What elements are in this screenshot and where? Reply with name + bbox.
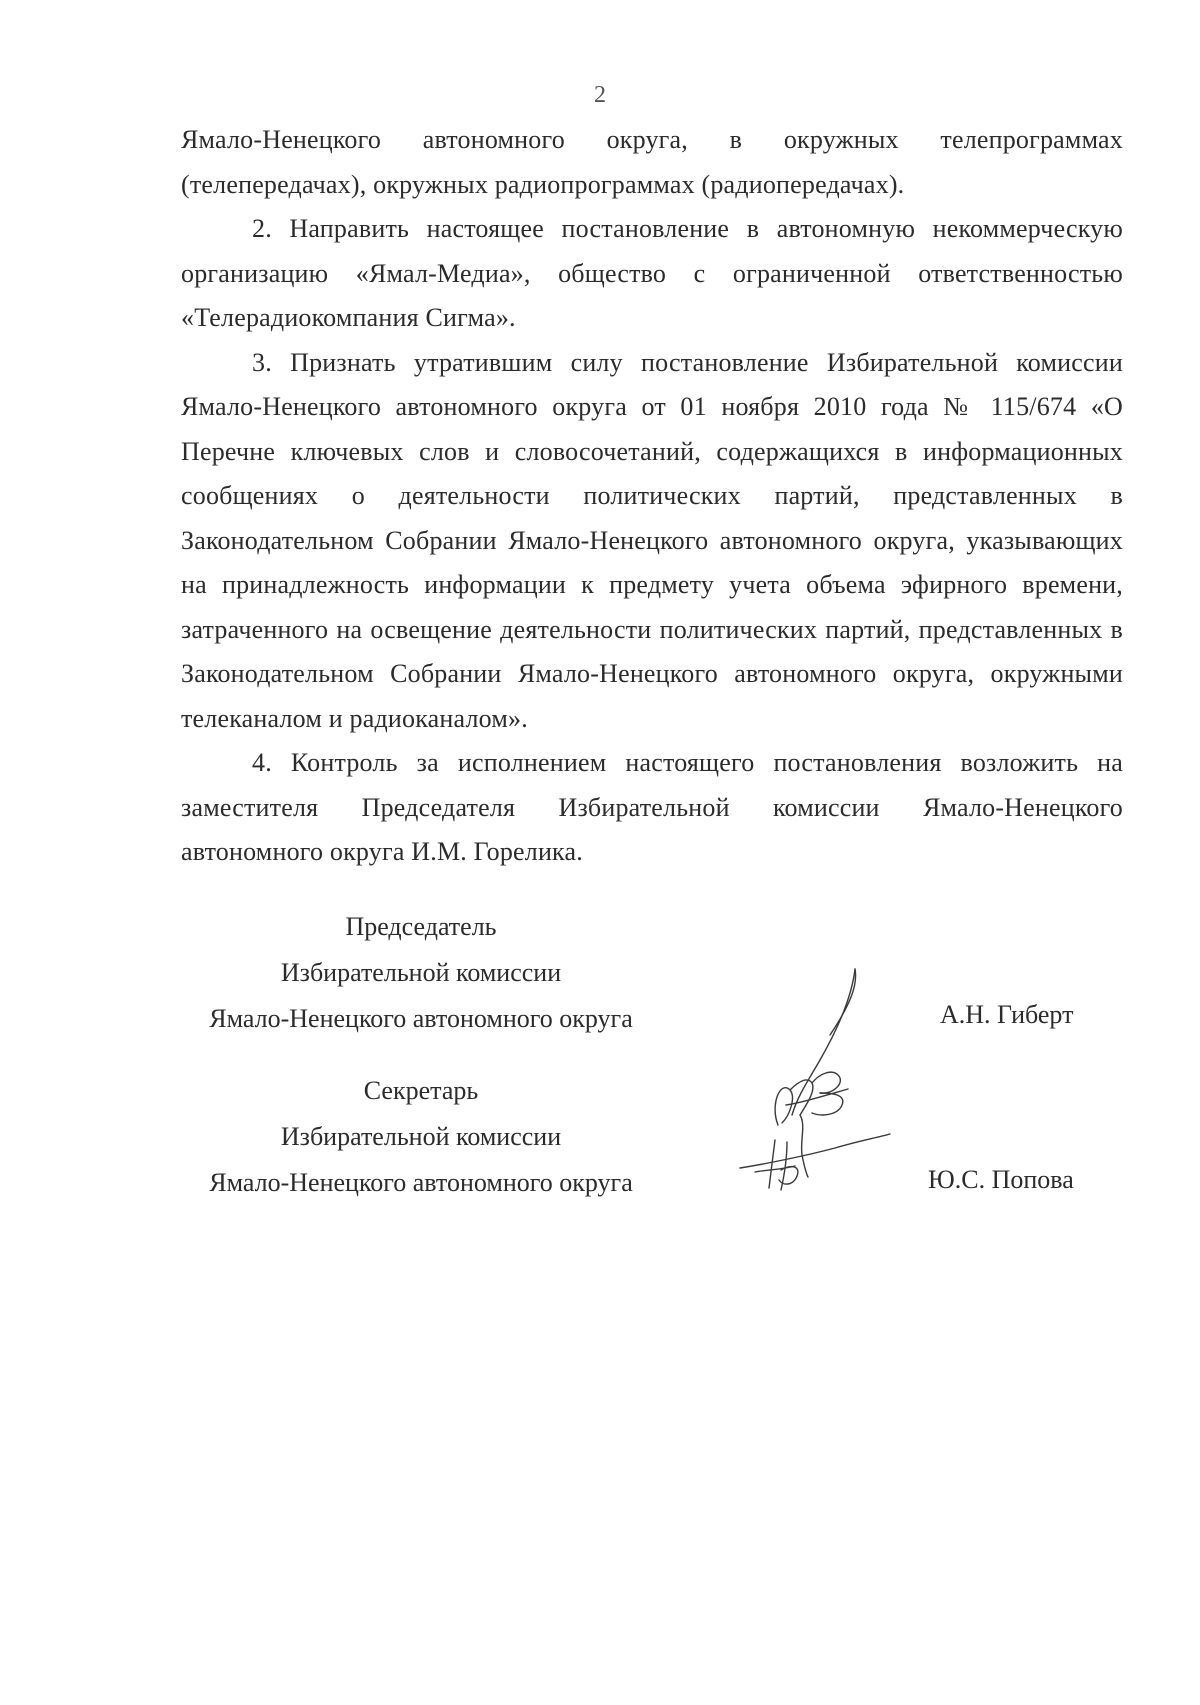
chairman-name: А.Н. Гиберт xyxy=(940,1000,1074,1029)
chairman-region: Ямало-Ненецкого автономного округа xyxy=(209,1004,633,1033)
secretary-signature xyxy=(735,1120,895,1200)
paragraph-continuation: Ямало-Ненецкого автономного округа, в окружных телепрограммах (телепередачах), окружных радиопрограммах (радиопередачах). xyxy=(181,125,1123,199)
chairman-organization: Избирательной комиссии xyxy=(280,958,562,987)
secretary-title-block xyxy=(181,1068,661,1206)
secretary-organization: Избирательной комиссии xyxy=(280,1122,562,1151)
paragraph-item-4: 4. Контроль за исполнением настоящего постановления возложить на заместителя Председателя Избирательной комиссии Ямало-Ненецкого автономного округа И.М. Горелика. xyxy=(181,748,1123,866)
paragraph-item-3: 3. Признать утратившим силу постановление Избирательной комиссии Ямало-Ненецкого автономного округа от 01 ноября 2010 года № 115/674 «О Перечне ключевых слов и словосочетаний, содержащихся в информационных сообщениях о деятельности политических партий, представленных в Законодательном Собрании Ямало-Ненецкого автономного округа, указывающих на принадлежность информации к предмету учета объема эфирного времени, затраченного на освещение деятельности политических партий, представленных в Законодательном Собрании Ямало-Ненецкого автономного округа, окружными телеканалом и радиоканалом». xyxy=(181,347,1123,733)
chairman-title-block xyxy=(181,904,661,1042)
page-number: 2 xyxy=(594,82,606,108)
chairman-position: Председатель xyxy=(345,912,497,941)
secretary-name: Ю.С. Попова xyxy=(928,1165,1074,1194)
secretary-region: Ямало-Ненецкого автономного округа xyxy=(209,1168,633,1197)
document-body xyxy=(181,118,1123,875)
secretary-position: Секретарь xyxy=(363,1076,479,1105)
paragraph-item-2: 2. Направить настоящее постановление в автономную некоммерческую организацию «Ямал-Медиа», общество с ограниченной ответственностью «Телерадиокомпания Сигма». xyxy=(181,214,1123,332)
